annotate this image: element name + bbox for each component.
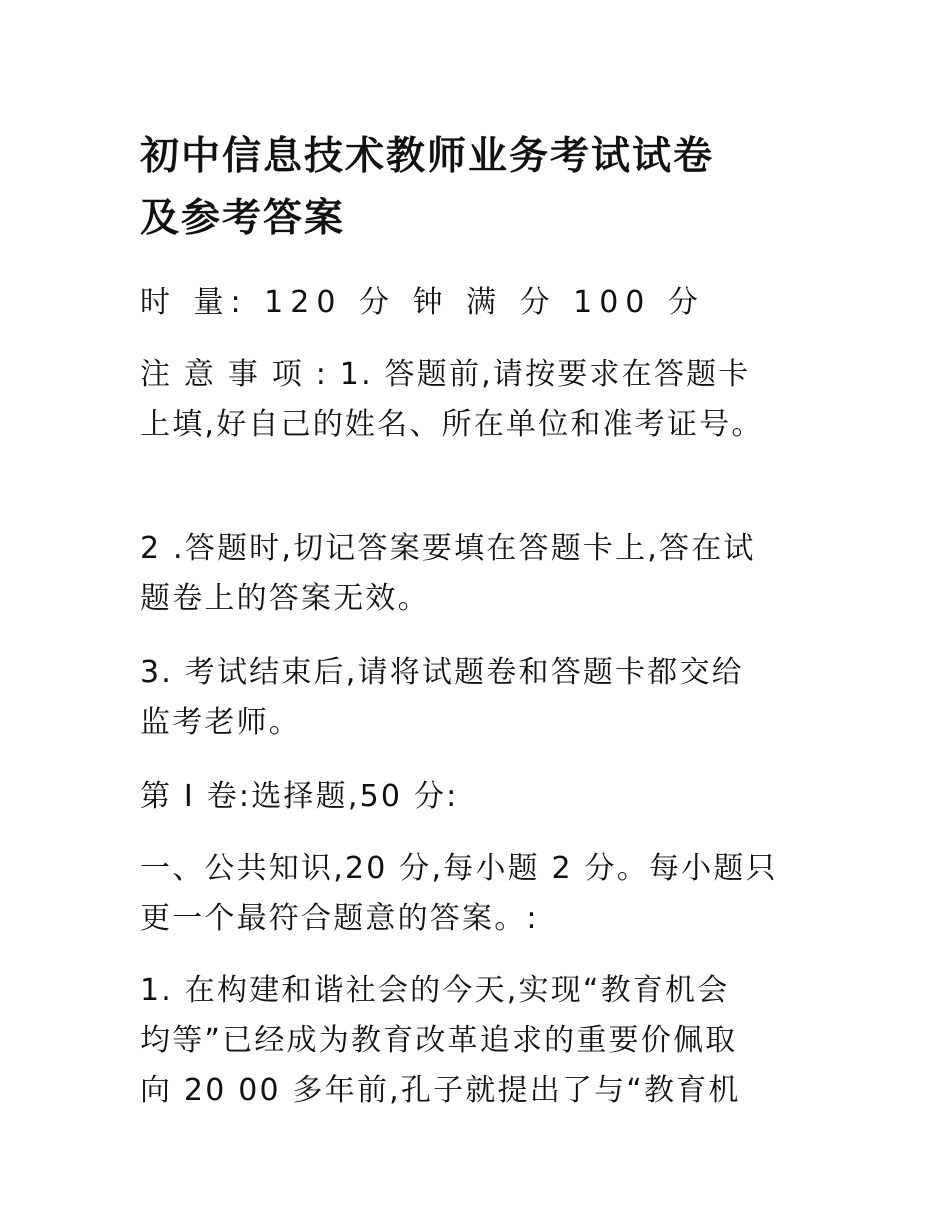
- item2-line-1: 2 .答题时,切记答案要填在答题卡上,答在试: [140, 531, 756, 566]
- notice-line-2: 上填,好自己的姓名、所在单位和准考证号。: [140, 407, 764, 442]
- exam-time-line: 时 量: 120 分 钟 满 分 100 分: [140, 285, 705, 320]
- question-1: [140, 966, 820, 1116]
- title-line-1: 初中信息技术教师业务考试试卷: [140, 134, 715, 179]
- item2-line-2: 题卷上的答案无效。: [140, 581, 430, 616]
- question1-line-2: 均等”已经成为教育改革追求的重要价佩取: [140, 1023, 738, 1058]
- section-heading: 第 I 卷:选择题,50 分:: [140, 779, 459, 814]
- item3-line-1: 3. 考试结束后,请将试题卷和答题卡都交给: [140, 655, 744, 690]
- notice-paragraph: [140, 350, 820, 450]
- notice-line-1: 注 意 事 项 : 1. 答题前,请按要求在答题卡: [140, 357, 751, 392]
- instruction-item-2: [140, 524, 820, 624]
- title-line-2: 及参考答案: [140, 196, 346, 241]
- document-title: [140, 126, 820, 250]
- question1-line-1: 1. 在构建和谐社会的今天,实现“教育机会: [140, 973, 730, 1008]
- part-one-heading: [140, 844, 820, 944]
- part1-line-1: 一、公共知识,20 分,每小题 2 分。每小题只: [140, 851, 778, 886]
- part1-line-2: 更一个最符合题意的答案。:: [140, 901, 539, 936]
- item3-line-2: 监考老师。: [140, 705, 301, 740]
- instruction-item-3: [140, 648, 820, 748]
- question1-line-3: 向 20 00 多年前,孔子就提出了与“教育机: [140, 1073, 741, 1108]
